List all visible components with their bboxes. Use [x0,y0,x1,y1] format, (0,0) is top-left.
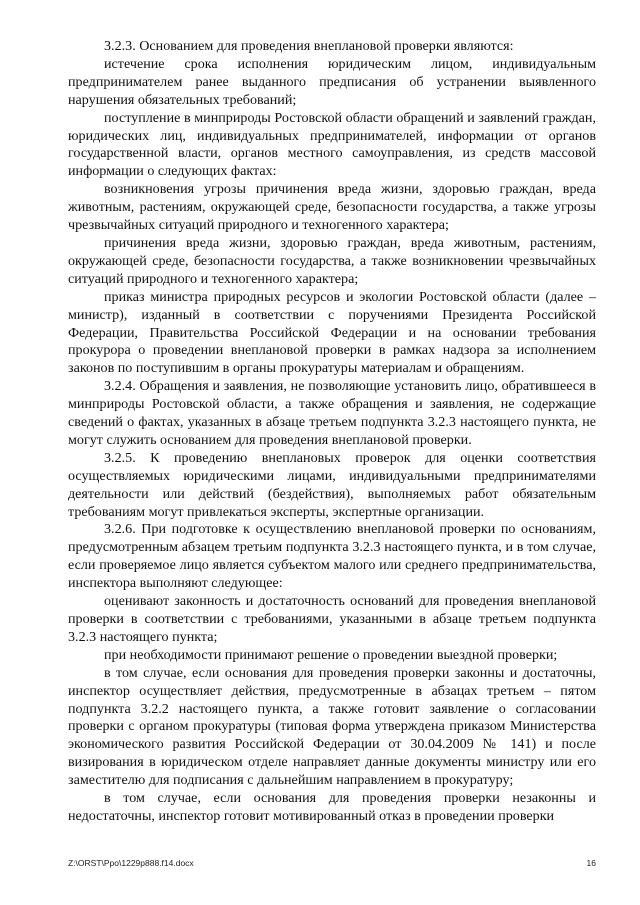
footer-file-path: Z:\ORST\Ppo\1229p888.f14.docx [68,858,194,868]
document-body [68,38,596,826]
paragraph-complaints-received: поступление в минприроды Ростовской области обращений и заявлений граждан, юридических лиц, индивидуальных предпринимателей, информации от органов государственной власти, органов местного самоуправления, из средств массовой информации о следующих фактах: [68,109,596,180]
paragraph-3-2-5: 3.2.5. К проведению внеплановых проверок для оценки соответствия осуществляемых юридическими лицами, индивидуальными предпринимателями деятельности или действий (бездействия), выполняемых работ обязательным требованиям могут привлекаться эксперты, экспертные организации. [68,449,596,520]
paragraph-prescription-expiry: истечение срока исполнения юридическим лицом, индивидуальным предпринимателем ранее выданного предписания об устранении выявленного нарушения обязательных требований; [68,55,596,108]
paragraph-3-2-3-heading: 3.2.3. Основанием для проведения внеплановой проверки являются: [104,38,514,54]
footer-page-number: 16 [586,858,596,868]
paragraph-3-2-4: 3.2.4. Обращения и заявления, не позволяющие установить лицо, обратившееся в минприроды Ростовской области, а также обращения и заявления, не содержащие сведений о фактах, указанных в абзаце третьем подпункта 3.2.3 настоящего пункта, не могут служить основанием для проведения внеплановой проверки. [68,378,596,448]
paragraph-3-2-6: 3.2.6. При подготовке к осуществлению внеплановой проверки по основаниям, предусмотренным абзацем третьим подпункта 3.2.3 настоящего пункта, и в том случае, если проверяемое лицо является субъектом малого или среднего предпринимательства, инспектора выполняют следующее: [68,521,596,592]
paragraph-harm-caused: причинения вреда жизни, здоровью граждан, вреда животным, растениям, окружающей среде, безопасности государства, а также возникновении чрезвычайных ситуаций природного и техногенного характера; [68,234,596,287]
paragraph-grounds-insufficient: в том случае, если основания для проведения проверки незаконны и недостаточны, инспектор готовит мотивированный отказ в проведении проверки [68,790,596,824]
paragraph-onsite-decision: при необходимости принимают решение о проведении выездной проверки; [104,646,558,663]
paragraph-threat-of-harm: возникновения угрозы причинения вреда жизни, здоровью граждан, вреда животным, растениям, окружающей среде, безопасности государства, а также угрозы чрезвычайных ситуаций природного и техногенного характера; [68,181,596,234]
paragraph-grounds-sufficient: в том случае, если основания для проведения проверки законны и достаточны, инспектор осуществляет действия, предусмотренные в абзацах третьем – пятом подпункта 3.2.2 настоящего пункта, а также готовит заявление о согласовании проверки с органом прокуратуры (типовая форма утверждена приказом Министерства экономического развития Российской Федерации от 30.04.2009 № 141) и после визирования в юридическом отделе направляет данные документы министру или его заместителю для подписания с дальнейшим направлением в прокуратуру; [68,664,596,789]
paragraph-assess-legality: оценивают законность и достаточность оснований для проведения внеплановой проверки в соответствии с требованиями, указанными в абзаце третьем подпункта 3.2.3 настоящего пункта; [68,593,596,645]
paragraph-minister-order: приказ министра природных ресурсов и экологии Ростовской области (далее – министр), изданный в соответствии с поручениями Президента Российской Федерации, Правительства Российской Федерации и на основании требования прокурора о проведении внеплановой проверки в рамках надзора за исполнением законов по поступившим в органы прокуратуры материалам и обращениям. [68,288,596,377]
